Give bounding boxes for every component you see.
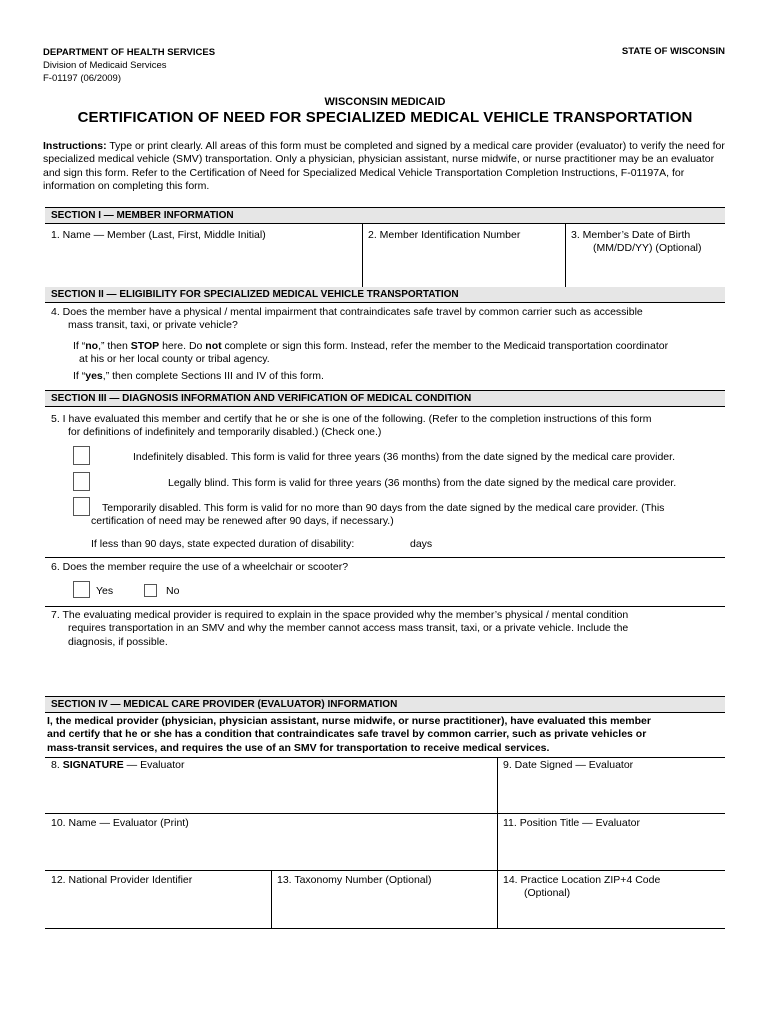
if-no-instruction: If “no,” then STOP here. Do not complete or sign this form. Instead, refer the member to the Medicaid transportation coordinator at his or her local county or tribal agency. <box>73 340 669 366</box>
npi-label: 12. National Provider Identifier <box>51 874 193 886</box>
member-dob-label: 3. Member’s Date of Birth (MM/DD/YY) (Optional) <box>571 229 702 255</box>
section-2-heading: SECTION II — ELIGIBILITY FOR SPECIALIZED MEDICAL VEHICLE TRANSPORTATION <box>45 287 725 302</box>
form-number: F-01197 (06/2009) <box>43 73 121 84</box>
zip-code-label: 14. Practice Location ZIP+4 Code (Optional) <box>503 874 661 900</box>
legally-blind-label: Legally blind. This form is valid for three years (36 months) from the date signed by the medical care provider. <box>168 477 677 489</box>
department-name: DEPARTMENT OF HEALTH SERVICES <box>43 47 216 58</box>
if-yes-instruction: If “yes,” then complete Sections III and IV of this form. <box>73 370 324 382</box>
temporarily-disabled-checkbox[interactable] <box>73 497 90 516</box>
question-6: 6. Does the member require the use of a wheelchair or scooter? <box>51 561 349 573</box>
indefinitely-disabled-label: Indefinitely disabled. This form is valid for three years (36 months) from the date signed by the medical care provider. <box>133 451 675 463</box>
division-name: Division of Medicaid Services <box>43 60 167 71</box>
evaluator-name-label: 10. Name — Evaluator (Print) <box>51 817 189 829</box>
wheelchair-no-label: No <box>166 585 180 597</box>
member-name-label: 1. Name — Member (Last, First, Middle Initial) <box>51 229 266 241</box>
duration-label: If less than 90 days, state expected duration of disability: <box>91 538 355 550</box>
taxonomy-label: 13. Taxonomy Number (Optional) <box>277 874 432 886</box>
form-title: CERTIFICATION OF NEED FOR SPECIALIZED MEDICAL VEHICLE TRANSPORTATION <box>77 109 693 126</box>
temporarily-disabled-label: Temporarily disabled. This form is valid for no more than 90 days from the date signed by the medical care provider. (This certification of need may be renewed after 90 days, if necessary.) <box>91 502 665 528</box>
instructions <box>43 140 733 193</box>
question-4: 4. Does the member have a physical / mental impairment that contraindicates safe travel by common carrier such as accessible mass transit, taxi, or private vehicle? <box>51 306 643 332</box>
member-id-label: 2. Member Identification Number <box>368 229 521 241</box>
evaluator-statement: I, the medical provider (physician, physician assistant, nurse midwife, or nurse practitioner), have evaluated this member and certify that he or she has a condition that contraindicates safe travel by common carrier, such as private vehicles or mass-transit services, and requires the use of an SMV for transportation to receive medical services. <box>47 715 651 754</box>
question-5: 5. I have evaluated this member and certify that he or she is one of the following. (Refer to the completion instructions of this form for definitions of indefinitely and temporarily disabled.) (Check one.) <box>51 413 652 439</box>
section-4-heading: SECTION IV — MEDICAL CARE PROVIDER (EVALUATOR) INFORMATION <box>45 697 725 712</box>
wheelchair-yes-label: Yes <box>96 585 114 597</box>
legally-blind-checkbox[interactable] <box>73 472 90 491</box>
duration-unit: days <box>410 538 433 550</box>
agency-header <box>43 46 215 85</box>
wheelchair-yes-checkbox[interactable] <box>73 581 90 598</box>
section-3-heading: SECTION III — DIAGNOSIS INFORMATION AND VERIFICATION OF MEDICAL CONDITION <box>45 391 725 406</box>
state-label: STATE OF WISCONSIN <box>621 46 725 57</box>
instructions-text: Type or print clearly. All areas of this form must be completed and signed by a medical care provider (evaluator) to verify the need for specialized medical vehicle (SMV) transportation. Only a physician, physician assistant, nurse midwife, or nurse practitioner may be an evaluator and sign this form. Refer to the Certification of Need for Specialized Medical Vehicle Transportation Completion Instructions, F-01197A, for information on completing this form. <box>43 140 725 192</box>
section-1-heading: SECTION I — MEMBER INFORMATION <box>45 208 725 223</box>
indefinitely-disabled-checkbox[interactable] <box>73 446 90 465</box>
signature-label: 8. SIGNATURE — Evaluator <box>51 759 185 771</box>
position-title-label: 11. Position Title — Evaluator <box>503 817 640 829</box>
question-7: 7. The evaluating medical provider is required to explain in the space provided why the member’s physical / mental condition requires transportation in an SMV and why the member cannot access mass transit, taxi, or a private vehicle. Include the diagnosis, if possible. <box>51 609 629 648</box>
program-name: WISCONSIN MEDICAID <box>324 96 446 108</box>
date-signed-label: 9. Date Signed — Evaluator <box>503 759 634 771</box>
wheelchair-no-checkbox[interactable] <box>144 584 157 597</box>
instructions-label: Instructions: <box>43 140 107 152</box>
